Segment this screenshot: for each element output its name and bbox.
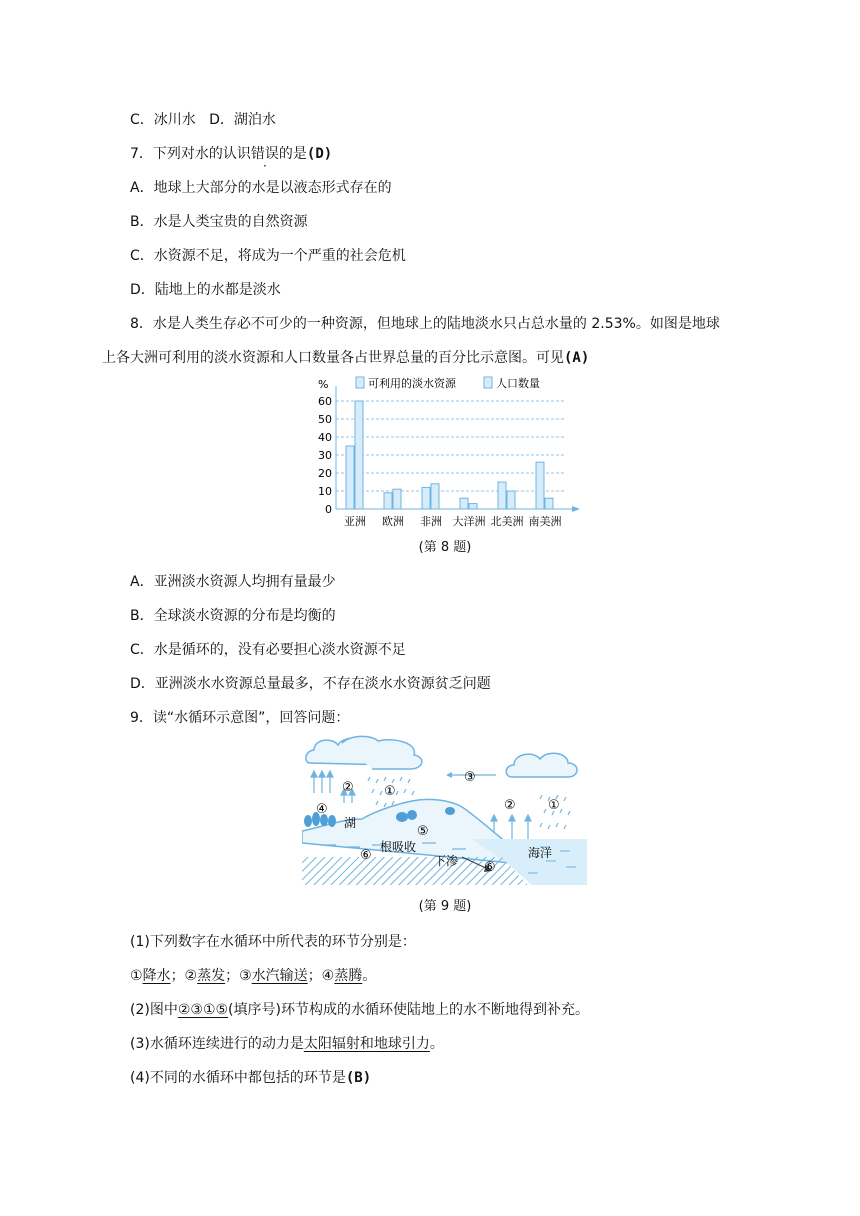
q7-option-c: C．水资源不足，将成为一个严重的社会危机 xyxy=(130,248,406,264)
q9-sub1-answer-1: 降水 xyxy=(142,968,171,984)
chart-category-label: 北美洲 xyxy=(490,515,524,528)
q9-sub1-num: ① xyxy=(130,968,143,984)
chart-y-tick-label: 10 xyxy=(318,485,332,498)
q8-option-d: D．亚洲淡水水资源总量最多，不存在淡水水资源贫乏问题 xyxy=(130,676,491,692)
q9-sub1-answer-2: 蒸发 xyxy=(197,968,226,984)
label-1-left: ① xyxy=(384,784,396,799)
q9-sub2-suffix: (填序号)环节构成的水循环使陆地上的水不断地得到补充。 xyxy=(228,1002,589,1018)
chart-category-label: 大洋洲 xyxy=(452,515,486,528)
label-lake: 湖 xyxy=(344,816,357,830)
chart-y-tick-label: 30 xyxy=(318,449,332,462)
q8-stem-text: 上各大洲可利用的淡水资源和人口数量各占世界总量的百分比示意图。可见 xyxy=(102,350,564,366)
chart-legend-swatch xyxy=(484,377,492,388)
q9-sub4 xyxy=(130,1068,371,1088)
q9-sub3-answer: 太阳辐射和地球引力 xyxy=(303,1036,430,1052)
chart-bar-population xyxy=(507,491,515,509)
q6-option-c: C．冰川水 xyxy=(130,112,196,128)
chart-category-label: 欧洲 xyxy=(382,515,404,528)
q9-sub4-text: (4)不同的水循环中都包括的环节是 xyxy=(130,1070,346,1086)
q9-sub1-prefix: (1)下列数字在水循环中所代表的环节分别是： xyxy=(130,934,416,950)
q6-option-d: D．湖泊水 xyxy=(209,112,276,128)
label-6-right: ⑥ xyxy=(484,860,496,875)
left-cloud-icon xyxy=(306,736,422,769)
chart-legend-label: 人口数量 xyxy=(496,377,540,390)
freshwater-population-bar-chart xyxy=(300,372,590,532)
chart-bar-freshwater xyxy=(460,498,468,509)
q8-option-a: A．亚洲淡水资源人均拥有量最少 xyxy=(130,574,336,590)
chart-bar-population xyxy=(545,498,553,509)
chart-bar-freshwater xyxy=(498,482,506,509)
q7-answer: (D) xyxy=(306,146,333,162)
chart-y-label: % xyxy=(318,378,329,391)
chart-legend-swatch xyxy=(356,377,364,388)
q9-sub1-end: 。 xyxy=(362,968,377,984)
q8-option-b: B．全球淡水资源的分布是均衡的 xyxy=(130,608,336,624)
label-1-right: ① xyxy=(548,798,560,813)
chart-y-tick-label: 60 xyxy=(318,395,332,408)
q7-option-d: D．陆地上的水都是淡水 xyxy=(130,282,281,298)
q9-caption: (第 9 题) xyxy=(418,899,472,914)
q8-caption: (第 8 题) xyxy=(418,540,472,555)
q9-sub1-sep: ；④ xyxy=(307,968,335,984)
label-2-right: ② xyxy=(504,798,516,813)
q8-stem-line1: 8．水是人类生存必不可少的一种资源，但地球上的陆地淡水只占总水量的 2.53%。如图是地球 xyxy=(130,316,720,332)
label-6-left: ⑥ xyxy=(360,848,372,863)
label-3: ③ xyxy=(464,770,476,785)
right-cloud-icon xyxy=(506,753,577,777)
chart-category-label: 非洲 xyxy=(420,515,442,528)
chart-y-tick-label: 40 xyxy=(318,431,332,444)
q9-sub1-sep: ；② xyxy=(170,968,198,984)
label-ocean: 海洋 xyxy=(528,846,553,860)
chart-bar-freshwater xyxy=(536,462,544,509)
q7-stem-part: 的是 xyxy=(278,146,307,162)
q9-sub1-answer-4: 蒸腾 xyxy=(334,968,363,984)
q9-sub2-answer: ②③①⑤ xyxy=(177,1002,229,1018)
chart-bar-population xyxy=(469,504,477,509)
chart-category-label: 亚洲 xyxy=(344,515,366,528)
label-5: ⑤ xyxy=(417,824,429,839)
chart-y-tick-label: 20 xyxy=(318,467,332,480)
q8-option-c: C．水是循环的，没有必要担心淡水资源不足 xyxy=(130,642,406,658)
q7-option-a: A．地球上大部分的水是以液态形式存在的 xyxy=(130,180,392,196)
q9-sub3-prefix: (3)水循环连续进行的动力是 xyxy=(130,1036,304,1052)
chart-bar-population xyxy=(355,401,363,509)
q9-sub1-sep: ；③ xyxy=(225,968,252,984)
q9-sub3-suffix: 。 xyxy=(429,1036,444,1052)
q8-answer: (A) xyxy=(564,350,590,366)
chart-bar-freshwater xyxy=(422,487,430,509)
chart-y-tick-label: 50 xyxy=(318,413,332,426)
q7-stem-part: 7．下列对水的认识 xyxy=(130,146,251,162)
chart-y-tick-label: 0 xyxy=(325,503,332,516)
q7-emphasis: 错误 xyxy=(250,146,279,162)
q7-option-b: B．水是人类宝贵的自然资源 xyxy=(130,214,308,230)
label-root-absorb: 根吸收 xyxy=(380,840,417,854)
label-seepage: 下渗 xyxy=(434,854,459,868)
q9-sub2-prefix: (2)图中 xyxy=(130,1002,178,1018)
chart-x-axis-arrow xyxy=(572,506,580,512)
chart-bar-freshwater xyxy=(384,493,392,509)
q6-options-cd xyxy=(130,110,276,130)
q9-sub1-answer-3: 水汽输送 xyxy=(251,968,308,984)
q9-stem: 9．读“水循环示意图”，回答问题： xyxy=(130,710,350,726)
q9-sub2 xyxy=(130,1000,589,1020)
q8-stem-line2 xyxy=(102,348,589,368)
chart-bar-freshwater xyxy=(346,446,354,509)
chart-bar-population xyxy=(431,484,439,509)
q7-stem xyxy=(130,144,332,164)
q9-sub1-answers xyxy=(130,966,376,986)
water-cycle-diagram xyxy=(302,735,587,885)
label-2-left: ② xyxy=(342,780,354,795)
q9-sub4-answer: (B) xyxy=(345,1070,372,1086)
q9-sub3 xyxy=(130,1034,444,1054)
chart-bar-population xyxy=(393,489,401,509)
chart-legend-label: 可利用的淡水资源 xyxy=(368,377,456,390)
label-4: ④ xyxy=(316,802,328,817)
chart-category-label: 南美洲 xyxy=(528,515,562,528)
